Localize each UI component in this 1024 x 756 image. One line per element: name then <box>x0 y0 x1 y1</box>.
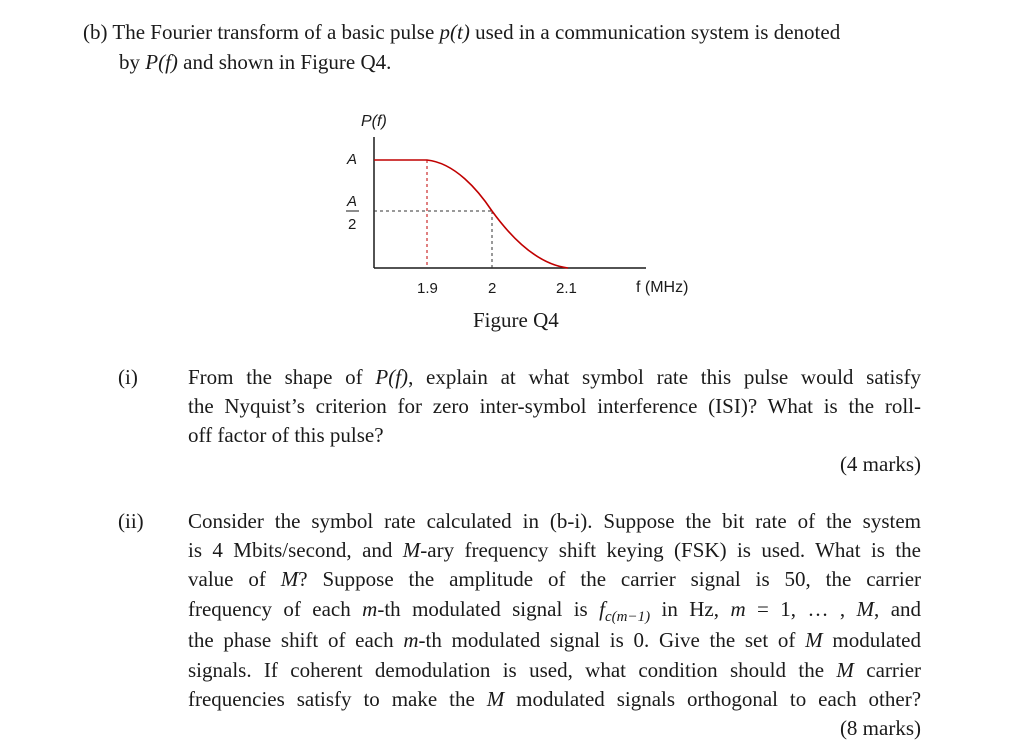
y-tick-half-num: A <box>347 193 358 210</box>
question-ii-line-7: frequencies satisfy to make the M modulated signals orthogonal to each other? <box>188 687 922 711</box>
question-i-line-1: From the shape of P(f), explain at what symbol rate this pulse would satisfy <box>188 365 921 389</box>
question-i-marks: (4 marks) <box>839 452 921 476</box>
pulse-curve <box>374 160 568 268</box>
question-ii-line-6: signals. If coherent demodulation is used, what condition should the M carrier <box>188 658 922 682</box>
question-ii-label: (ii) <box>118 509 144 533</box>
y-axis-label: P(f) <box>361 113 387 130</box>
question-i-line-3: off factor of this pulse? <box>188 423 384 447</box>
x-axis-label: f (MHz) <box>636 279 689 296</box>
question-ii-line-5: the phase shift of each m-th modulated signal is 0. Give the set of M modulated <box>188 628 922 652</box>
x-tick-2-1: 2.1 <box>556 280 577 297</box>
var-pt: p(t) <box>439 20 470 44</box>
figure-caption: Figure Q4 <box>473 308 559 332</box>
x-tick-2: 2 <box>488 280 497 297</box>
part-b-label: (b) <box>83 20 108 44</box>
figure-q4 <box>330 100 730 315</box>
y-tick-A: A <box>347 151 358 168</box>
question-i-label: (i) <box>118 365 138 389</box>
question-ii-marks: (8 marks) <box>839 716 921 740</box>
y-tick-half-den: 2 <box>348 216 357 233</box>
question-ii-line-1: Consider the symbol rate calculated in (b-i). Suppose the bit rate of the system <box>188 509 921 533</box>
question-ii-line-3: value of M? Suppose the amplitude of the carrier signal is 50, the carrier <box>188 567 922 591</box>
question-ii-line-4: frequency of each m-th modulated signal is $f_{c(m-1)}$ in Hz, m = 1, … , M, and <box>188 597 922 625</box>
x-tick-1-9: 1.9 <box>417 280 438 297</box>
part-b-line-2: by P(f) and shown in Figure Q4. <box>119 50 392 74</box>
question-ii-line-2: is 4 Mbits/second, and M-ary frequency shift keying (FSK) is used. What is the <box>188 538 921 562</box>
var-Pf: P(f) <box>145 50 178 74</box>
part-b-line-1: (b) The Fourier transform of a basic pulse p(t) used in a communication system is denoted <box>83 20 841 44</box>
question-i-line-2: the Nyquist’s criterion for zero inter-symbol interference (ISI)? What is the roll- <box>188 394 921 418</box>
